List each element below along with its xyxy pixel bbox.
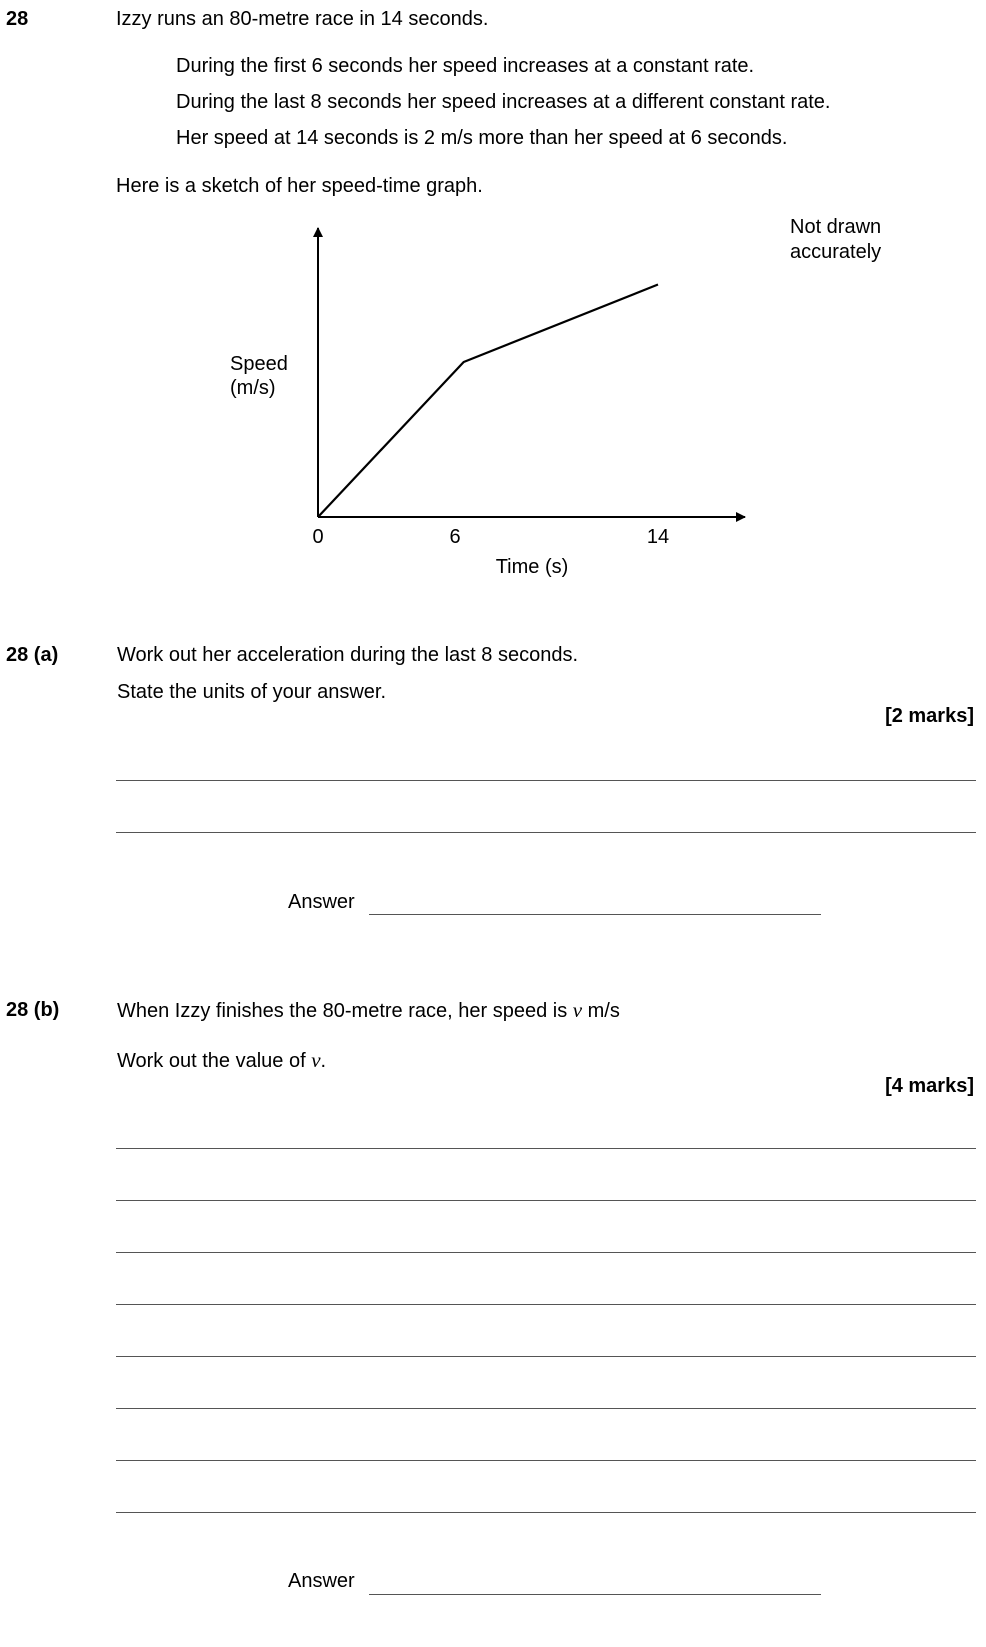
y-axis-label: Speed: [230, 353, 288, 375]
condition-line: During the first 6 seconds her speed increases at a constant rate.: [176, 55, 755, 77]
variable-v: v: [572, 998, 583, 1022]
working-line[interactable]: [116, 1512, 976, 1513]
y-axis-label: (m/s): [230, 377, 276, 399]
working-line[interactable]: [116, 832, 976, 833]
x-tick-label: 6: [449, 526, 461, 548]
condition-line: During the last 8 seconds her speed increases at a different constant rate.: [176, 91, 831, 113]
condition-line: Her speed at 14 seconds is 2 m/s more than her speed at 6 seconds.: [176, 127, 788, 149]
answer-label: Answer: [288, 1570, 355, 1592]
graph-intro: Here is a sketch of her speed-time graph.: [116, 175, 483, 197]
part-a-instruction: State the units of your answer.: [117, 681, 387, 703]
part-b-text: When Izzy finishes the 80-metre race, her speed is: [117, 1000, 573, 1022]
answer-label: Answer: [288, 891, 355, 913]
part-a-marks: [2 marks]: [885, 705, 974, 727]
part-b-text: m/s: [582, 1000, 620, 1022]
question-intro: Izzy runs an 80-metre race in 14 seconds.: [116, 8, 489, 30]
working-line[interactable]: [116, 1252, 976, 1253]
working-line[interactable]: [116, 1460, 976, 1461]
part-b-instruction: [117, 1050, 326, 1071]
working-line[interactable]: [116, 1200, 976, 1201]
x-tick-label: 0: [312, 526, 324, 548]
part-b-label: 28 (b): [6, 999, 60, 1021]
part-b-question: [117, 1000, 620, 1021]
x-axis-label: Time (s): [495, 556, 569, 578]
working-line[interactable]: [116, 1408, 976, 1409]
part-b-text: Work out the value of: [117, 1050, 312, 1072]
variable-v: v: [311, 1048, 321, 1072]
answer-line[interactable]: [369, 914, 821, 915]
graph-note: accurately: [790, 241, 882, 263]
working-line[interactable]: [116, 1148, 976, 1149]
part-b-marks: [4 marks]: [885, 1075, 974, 1097]
x-tick-label: 14: [646, 526, 670, 548]
part-a-question: Work out her acceleration during the last 8 seconds.: [117, 644, 578, 666]
part-b-text: .: [320, 1050, 327, 1072]
working-line[interactable]: [116, 1356, 976, 1357]
part-a-label: 28 (a): [6, 644, 59, 666]
graph-note: Not drawn: [790, 216, 882, 238]
speed-line: [318, 285, 658, 518]
working-line[interactable]: [116, 1304, 976, 1305]
answer-line[interactable]: [369, 1594, 821, 1595]
question-number: 28: [6, 8, 29, 30]
working-line[interactable]: [116, 780, 976, 781]
speed-time-graph: [0, 0, 986, 600]
